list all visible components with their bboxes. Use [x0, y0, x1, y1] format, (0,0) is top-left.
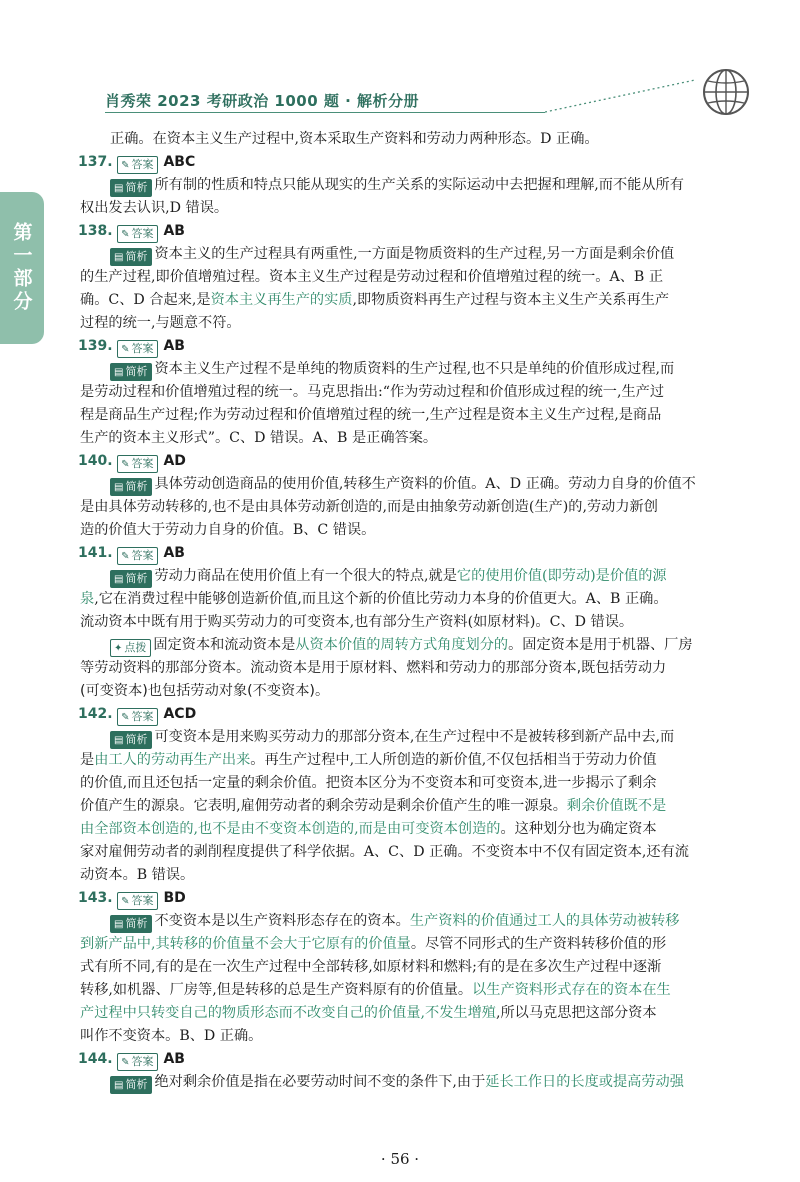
- globe-icon: [700, 66, 752, 118]
- answer-value: ABC: [163, 154, 196, 170]
- question-number: 142.: [78, 706, 113, 722]
- question-number: 137.: [78, 154, 113, 170]
- book-icon: ▤: [114, 574, 124, 585]
- pencil-icon: ✎: [121, 551, 130, 562]
- book-title: 肖秀荣 2023 考研政治 1000 题 · 解析分册: [105, 92, 420, 110]
- question-header: [80, 887, 752, 910]
- side-section-tab: [0, 192, 44, 344]
- highlight-text: 泉: [80, 591, 95, 607]
- highlight-text: 以生产资料形式存在的资本在生: [472, 982, 671, 998]
- question-number: 144.: [78, 1051, 113, 1067]
- text-line: 转移,如机器、厂房等,但是转移的总是生产资料原有的价值量。以生产资料形式存在的资本在生: [80, 982, 671, 998]
- tip-text-line: 等劳动资料的那部分资本。流动资本是用于原材料、燃料和劳动力的那部分资本,既包括劳动力: [80, 660, 667, 676]
- pencil-icon: ✎: [121, 344, 130, 355]
- text-line: 过程的统一,与题意不符。: [80, 315, 241, 331]
- answer-value: AD: [163, 453, 186, 469]
- pencil-icon: ✎: [121, 712, 130, 723]
- analysis-badge: ▤ 简析: [110, 478, 152, 496]
- highlight-text: 由全部资本创造的,也不是由不变资本创造的,而是由可变资本创造的: [80, 821, 501, 837]
- pencil-icon: ✎: [121, 459, 130, 470]
- tip-line: ✦ 点拨 固定资本和流动资本是从资本价值的周转方式角度划分的。固定资本是用于机器、厂房: [80, 634, 752, 657]
- analysis-line: ▤ 简析 具体劳动创造商品的使用价值,转移生产资料的价值。A、D 正确。劳动力自身的价值不: [80, 473, 752, 496]
- tip-text-line: (可变资本)也包括劳动对象(不变资本)。: [80, 683, 330, 699]
- book-icon: ▤: [114, 1080, 124, 1091]
- highlight-text: 剩余价值既不是: [566, 798, 667, 814]
- highlight-text: 它的使用价值(即劳动)是价值的源: [456, 568, 667, 584]
- analysis-badge: ▤ 简析: [110, 179, 152, 197]
- header-dotted-line: [545, 78, 695, 114]
- lightbulb-icon: ✦: [114, 643, 123, 654]
- analysis-badge: ▤ 简析: [110, 248, 152, 266]
- text-line: 到新产品中,其转移的价值量不会大于它原有的价值量。尽管不同形式的生产资料转移价值的形: [80, 936, 667, 952]
- pencil-icon: ✎: [121, 896, 130, 907]
- question-header: [80, 1048, 752, 1071]
- text-line: 是由具体劳动转移的,也不是由具体劳动新创造的,而是由抽象劳动新创造(生产)的,劳动力新创: [80, 499, 658, 515]
- question-number: 143.: [78, 890, 113, 906]
- answer-badge: ✎ 答案: [117, 892, 158, 910]
- page-number: · 56 ·: [380, 1150, 420, 1168]
- analysis-line: ▤ 简析 绝对剩余价值是指在必要劳动时间不变的条件下,由于延长工作日的长度或提高劳动强: [80, 1071, 752, 1094]
- book-icon: ▤: [114, 919, 124, 930]
- answer-value: BD: [163, 890, 186, 906]
- answer-value: AB: [163, 338, 185, 354]
- text-line: 权出发去认识,D 错误。: [80, 200, 229, 216]
- question-header: [80, 151, 752, 174]
- text-line: 生产的资本主义形式”。C、D 错误。A、B 是正确答案。: [80, 430, 438, 446]
- answer-badge: ✎ 答案: [117, 455, 158, 473]
- page-header: [0, 60, 800, 130]
- highlight-text: 延长工作日的长度或提高劳动强: [485, 1074, 684, 1090]
- question-number: 138.: [78, 223, 113, 239]
- header-rule: [105, 112, 545, 113]
- pencil-icon: ✎: [121, 229, 130, 240]
- question-number: 140.: [78, 453, 113, 469]
- answer-badge: ✎ 答案: [117, 708, 158, 726]
- analysis-badge: ▤ 简析: [110, 363, 152, 381]
- answer-value: ACD: [163, 706, 197, 722]
- text-line: 的生产过程,即价值增殖过程。资本主义生产过程是劳动过程和价值增殖过程的统一。A、B 正: [80, 269, 664, 285]
- highlight-text: 到新产品中,其转移的价值量不会大于它原有的价值量: [80, 936, 411, 952]
- text-line: 的价值,而且还包括一定量的剩余价值。把资本区分为不变资本和可变资本,进一步揭示了剩余: [80, 775, 657, 791]
- answer-value: AB: [163, 1051, 185, 1067]
- text-line: 是劳动过程和价值增殖过程的统一。马克思指出:“作为劳动过程和价值形成过程的统一,生产过: [80, 384, 665, 400]
- question-header: [80, 703, 752, 726]
- book-icon: ▤: [114, 367, 124, 378]
- question-header: [80, 450, 752, 473]
- analysis-badge: ▤ 简析: [110, 731, 152, 749]
- answer-badge: ✎ 答案: [117, 340, 158, 358]
- answer-badge: ✎ 答案: [117, 547, 158, 565]
- analysis-line: ▤ 简析 不变资本是以生产资料形态存在的资本。生产资料的价值通过工人的具体劳动被转移: [80, 910, 752, 933]
- answer-value: AB: [163, 223, 185, 239]
- pencil-icon: ✎: [121, 160, 130, 171]
- book-icon: ▤: [114, 735, 124, 746]
- book-icon: ▤: [114, 183, 124, 194]
- side-tab-label: 第一部分: [10, 222, 33, 314]
- question-header: [80, 335, 752, 358]
- text-line: 造的价值大于劳动力自身的价值。B、C 错误。: [80, 522, 376, 538]
- answer-badge: ✎ 答案: [117, 1053, 158, 1071]
- analysis-badge: ▤ 简析: [110, 915, 152, 933]
- answer-badge: ✎ 答案: [117, 156, 158, 174]
- highlight-text: 产过程中只转变自己的物质形态而不改变自己的价值量,不发生增殖: [80, 1005, 496, 1021]
- highlight-text: 资本主义再生产的实质: [210, 292, 353, 308]
- highlight-text: 由工人的劳动再生产出来: [94, 752, 251, 768]
- text-line: 家对雇佣劳动者的剥削程度提供了科学依据。A、C、D 正确。不变资本中不仅有固定资本,还有流: [80, 844, 689, 860]
- text-line: 动资本。B 错误。: [80, 867, 195, 883]
- text-line: 确。C、D 合起来,是资本主义再生产的实质,即物质资料再生产过程与资本主义生产关系再生产: [80, 292, 670, 308]
- analysis-badge: ▤ 简析: [110, 570, 152, 588]
- analysis-line: ▤ 简析 所有制的性质和特点只能从现实的生产关系的实际运动中去把握和理解,而不能从所有: [80, 174, 752, 197]
- text-line: 叫作不变资本。B、D 正确。: [80, 1028, 263, 1044]
- pencil-icon: ✎: [121, 1057, 130, 1068]
- text-line: 泉,它在消费过程中能够创造新价值,而且这个新的价值比劳动力本身的价值更大。A、B 正确。: [80, 591, 668, 607]
- highlight-text: 生产资料的价值通过工人的具体劳动被转移: [409, 913, 680, 929]
- analysis-line: ▤ 简析 资本主义的生产过程具有两重性,一方面是物质资料的生产过程,另一方面是剩余价值: [80, 243, 752, 266]
- highlight-text: 从资本价值的周转方式角度划分的: [295, 637, 509, 653]
- text-line: 式有所不同,有的是在一次生产过程中全部转移,如原材料和燃料;有的是在多次生产过程中逐渐: [80, 959, 662, 975]
- text-line: 程是商品生产过程;作为劳动过程和价值增殖过程的统一,生产过程是资本主义生产过程,是商品: [80, 407, 662, 423]
- tip-badge: ✦ 点拨: [110, 639, 151, 657]
- text-line: 由全部资本创造的,也不是由不变资本创造的,而是由可变资本创造的。这种划分也为确定资本: [80, 821, 657, 837]
- text-line: 是由工人的劳动再生产出来。再生产过程中,工人所创造的新价值,不仅包括相当于劳动力价值: [80, 752, 657, 768]
- question-header: [80, 542, 752, 565]
- question-number: 139.: [78, 338, 113, 354]
- answer-badge: ✎ 答案: [117, 225, 158, 243]
- question-header: [80, 220, 752, 243]
- analysis-badge: ▤ 简析: [110, 1076, 152, 1094]
- analysis-line: ▤ 简析 资本主义生产过程不是单纯的物质资料的生产过程,也不只是单纯的价值形成过程,而: [80, 358, 752, 381]
- text-line: 价值产生的源泉。它表明,雇佣劳动者的剩余劳动是剩余价值产生的唯一源泉。剩余价值既不是: [80, 798, 667, 814]
- analysis-line: ▤ 简析 劳动力商品在使用价值上有一个很大的特点,就是它的使用价值(即劳动)是价值的源: [80, 565, 752, 588]
- analysis-line: ▤ 简析 可变资本是用来购买劳动力的那部分资本,在生产过程中不是被转移到新产品中去,而: [80, 726, 752, 749]
- answer-value: AB: [163, 545, 185, 561]
- text-line: 正确。在资本主义生产过程中,资本采取生产资料和劳动力两种形态。D 正确。: [110, 131, 599, 147]
- book-icon: ▤: [114, 252, 124, 263]
- book-icon: ▤: [114, 482, 124, 493]
- text-line: 产过程中只转变自己的物质形态而不改变自己的价值量,不发生增殖,所以马克思把这部分资本: [80, 1005, 657, 1021]
- page-content: [80, 128, 752, 1094]
- question-number: 141.: [78, 545, 113, 561]
- text-line: 流动资本中既有用于购买劳动力的可变资本,也有部分生产资料(如原材料)。C、D 错误。: [80, 614, 634, 630]
